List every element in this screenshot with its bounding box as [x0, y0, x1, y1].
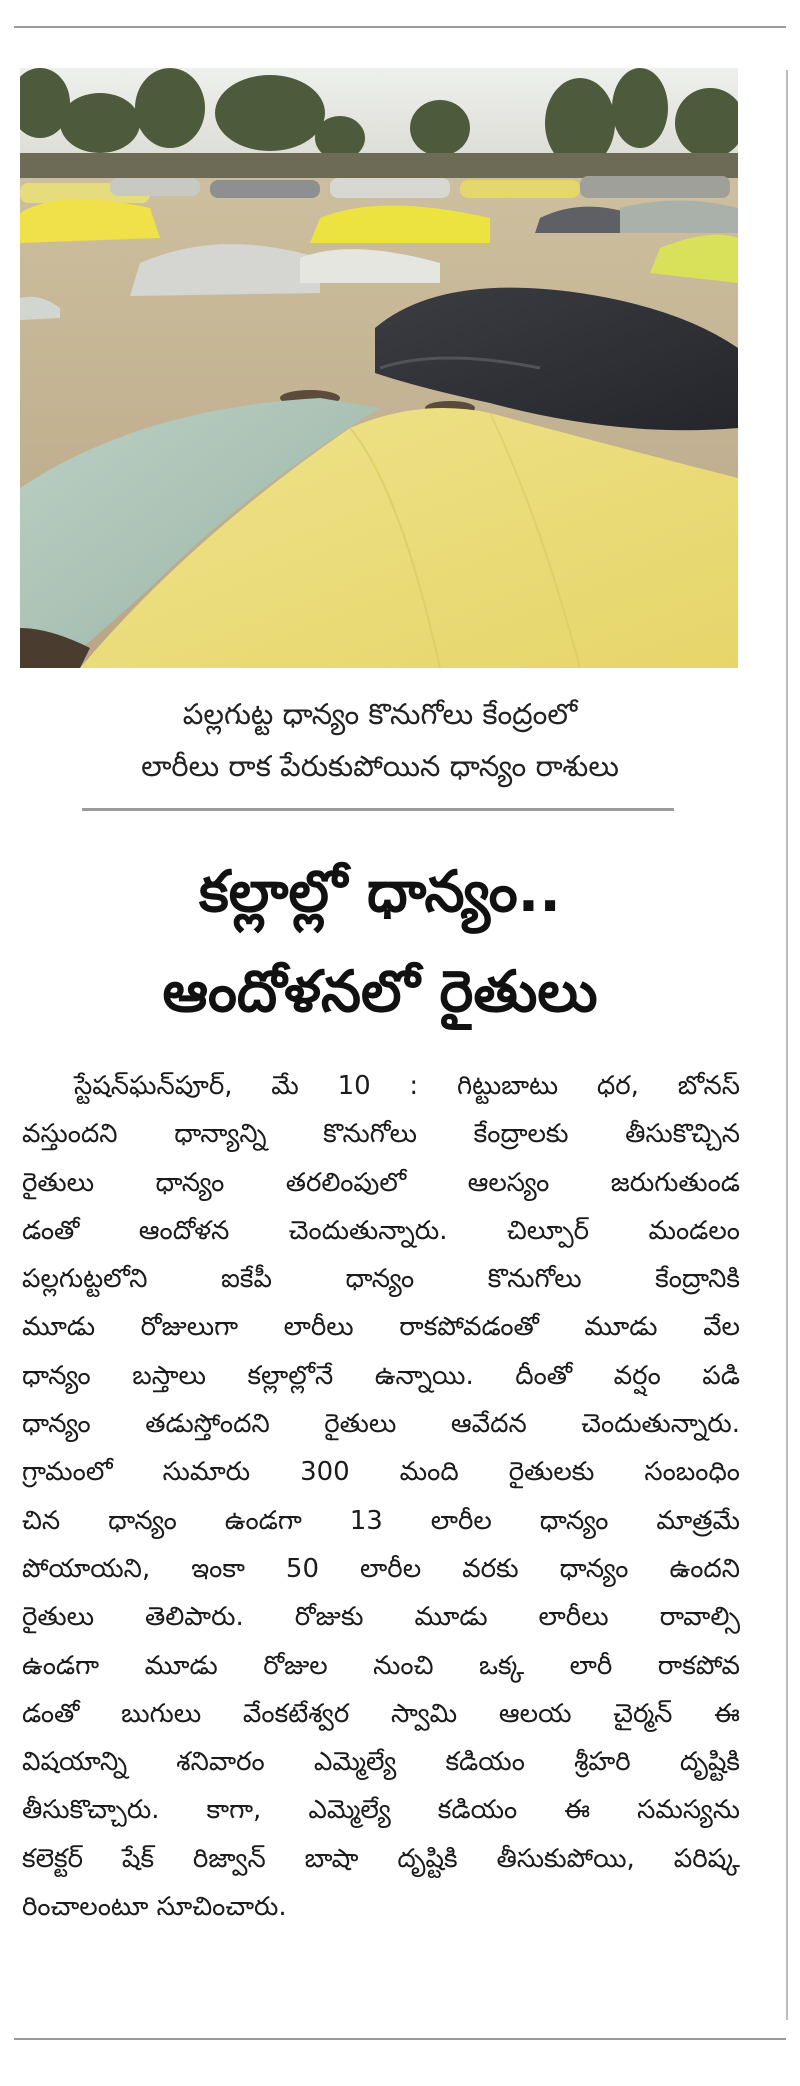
story-line: రైతులు తెలిపారు. రోజుకు మూడు లారీలు రావాల్సి — [22, 1602, 740, 1633]
caption-divider — [82, 808, 674, 811]
story-line: ఉండగా మూడు రోజుల నుంచి ఒక్క లారీ రాకపోవ — [22, 1650, 740, 1681]
photo-caption — [40, 688, 720, 792]
story-line: రించాలంటూ సూచించారు. — [22, 1892, 287, 1923]
headline-line: కల్లాల్లో ధాన్యం.. — [199, 859, 561, 925]
grain-heaps-photo — [20, 68, 738, 668]
story-line: డంతో ఆందోళన చెందుతున్నారు. చిల్పూర్ మండలం — [22, 1215, 740, 1246]
story-line: మూడు రోజులుగా లారీలు రాకపోవడంతో మూడు వేల — [22, 1312, 740, 1343]
headline — [30, 842, 730, 1042]
story-line: గ్రామంలో సుమారు 300 మంది రైతులకు సంబంధిం — [22, 1457, 740, 1488]
caption-line: పల్లగుట్ట ధాన్యం కొనుగోలు కేంద్రంలో — [182, 697, 578, 731]
story-line: చిన ధాన్యం ఉండగా 13 లారీల ధాన్యం మాత్రమే — [22, 1505, 740, 1536]
story-line: రైతులు ధాన్యం తరలింపులో ఆలస్యం జరుగుతుండ — [22, 1167, 740, 1198]
story-line: పోయాయని, ఇంకా 50 లారీల వరకు ధాన్యం ఉందని — [22, 1553, 740, 1584]
story-line: తీసుకొచ్చారు. కాగా, ఎమ్మెల్యే కడియం ఈ సమస్యను — [22, 1795, 740, 1826]
story-line: పల్లగుట్టలోని ఐకేపీ ధాన్యం కొనుగోలు కేంద్రానికి — [22, 1264, 740, 1295]
story-body — [22, 1062, 740, 1931]
story-line: ధాన్యం బస్తాలు కల్లాల్లోనే ఉన్నాయి. దీంతో వర్షం పడి — [22, 1360, 740, 1391]
bottom-divider — [14, 2038, 786, 2040]
column-divider — [786, 70, 788, 2020]
story-line: కలెక్టర్ షేక్ రిజ్వాన్ బాషా దృష్టికి తీసుకుపోయి, పరిష్క — [22, 1843, 740, 1874]
top-divider — [14, 26, 786, 28]
story-line: ధాన్యం తడుస్తోందని రైతులు ఆవేదన చెందుతున్నారు. — [22, 1409, 740, 1440]
story-line: వస్తుందని ధాన్యాన్ని కొనుగోలు కేంద్రాలకు తీసుకొచ్చిన — [22, 1119, 740, 1150]
story-line: స్టేషన్‌ఘన్‌పూర్, మే 10 : గిట్టుబాటు ధర, బోనస్ — [74, 1071, 740, 1101]
story-line: విషయాన్ని శనివారం ఎమ్మెల్యే కడియం శ్రీహరి దృష్టికి — [22, 1747, 740, 1778]
caption-line: లారీలు రాక పేరుకుపోయిన ధాన్యం రాశులు — [141, 749, 619, 783]
story-line: డంతో బుగులు వేంకటేశ్వర స్వామి ఆలయ చైర్మన్ ఈ — [22, 1698, 740, 1729]
headline-line: ఆందోళనలో రైతులు — [162, 959, 598, 1025]
